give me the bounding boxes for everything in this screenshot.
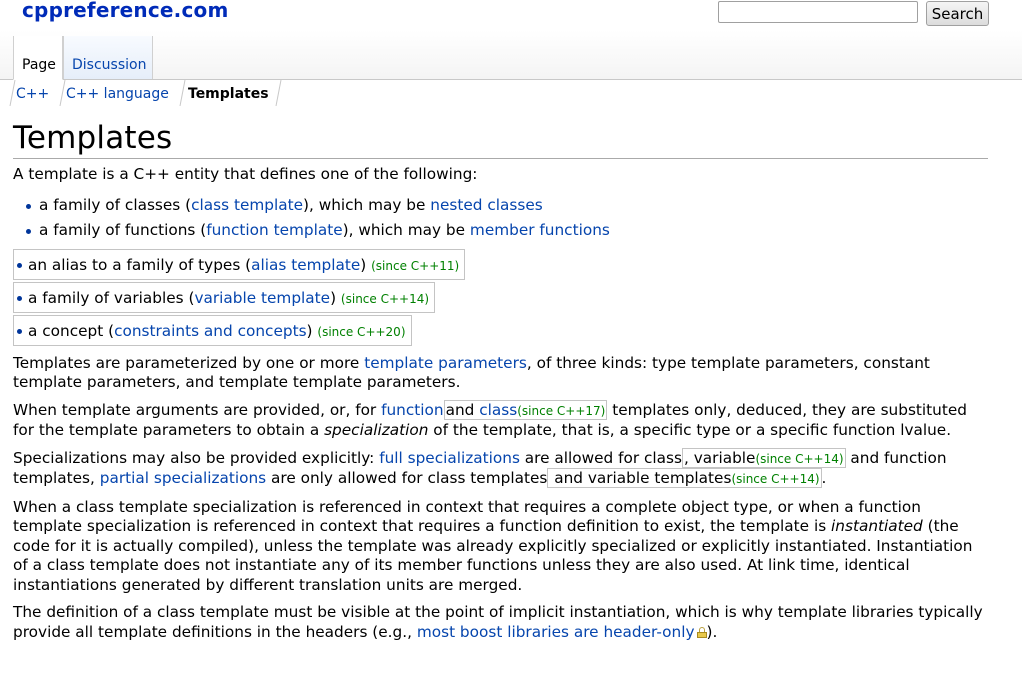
paragraph-text: , of three kinds: type template parameters, constant template parameters, and template template parameters. [13,353,930,391]
since-badge: (since C++14) [755,451,844,466]
list-item [25,218,988,243]
link-partial-specializations[interactable]: partial specializations [99,469,267,487]
link-constraints-and-concepts[interactable]: constraints and concepts [114,321,307,340]
site-header [0,0,1022,30]
list-text: a concept ( [28,321,115,340]
paragraph-text: Specializations may also be provided explicitly: [13,448,380,467]
link-full-specializations[interactable]: full specializations [379,448,520,467]
paragraph-specialization [13,401,988,441]
paragraph-instantiation [13,498,988,596]
site-logo[interactable]: cppreference.com [22,0,229,22]
bullet-icon [17,296,22,301]
list-text: ) [306,321,313,340]
breadcrumb-separator-icon [178,80,186,106]
list-text: ) [360,255,367,274]
list-text: a family of classes ( [39,195,192,214]
emphasis-instantiated: instantiated [831,517,923,535]
bullet-icon [17,263,22,268]
paragraph-text: and function templates, [13,448,947,487]
list-item [25,193,988,218]
list-text: a family of variables ( [28,288,195,307]
link-class[interactable]: class [479,400,518,419]
link-boost-header-only[interactable]: most boost libraries are header-only [416,622,695,641]
link-nested-classes[interactable]: nested classes [430,195,543,214]
paragraph-text: are allowed for class [519,448,682,467]
bullet-icon [17,329,22,334]
breadcrumb-cpp[interactable]: C++ [16,86,50,102]
link-member-functions[interactable]: member functions [469,220,610,239]
paragraph-text: When a class template specialization is referenced in context that requires a complete object type, or when a function template specialization is referenced in context that requires a function definition to exist, the template is [13,497,921,535]
emphasis-specialization: specialization [324,421,429,439]
list-text: ), which may be [342,220,470,239]
paragraph-text: ). [706,622,718,641]
paragraph-text: of the template, that is, a specific type or a specific function lvalue. [428,421,952,439]
paragraph-text: . [821,469,827,487]
versioned-list-item [13,315,412,346]
tab-discussion-label: Discussion [72,57,147,73]
tab-page[interactable] [13,36,63,80]
breadcrumb-separator-icon [58,80,66,106]
link-variable-template[interactable]: variable template [194,288,331,307]
tab-page-label: Page [22,57,56,73]
versioned-list [13,247,988,346]
paragraph-definition [13,603,988,642]
list-text: ) [330,288,337,307]
bullet-icon [26,204,31,209]
search-button[interactable]: Search [926,1,989,26]
paragraph-explicit-specializations [13,449,988,490]
breadcrumb-separator-icon [274,80,282,106]
page-tabs [0,30,1022,80]
versioned-inline [444,400,608,420]
paragraph-text: Templates are parameterized by one or more [13,353,365,372]
paragraph-text: templates only, deduced, they are substituted for the template parameters to obtain a [13,400,967,439]
paragraph-text: and variable templates [549,469,732,487]
bullet-icon [26,229,31,234]
breadcrumb-current: Templates [188,86,269,102]
list-text: a family of functions ( [39,220,207,239]
versioned-list-item [13,249,465,280]
main-content [13,108,988,642]
intro-paragraph: A template is a C++ entity that defines one of the following: [13,165,478,183]
link-function-template[interactable]: function template [206,220,343,239]
link-class-template[interactable]: class template [191,195,303,214]
since-badge: (since C++20) [317,324,406,339]
paragraph-text: , variable [684,448,756,467]
breadcrumb-separator-icon [8,80,16,106]
tab-discussion[interactable] [63,36,153,79]
since-badge: (since C++14) [340,291,430,306]
paragraph-text: When template arguments are provided, or, for [13,400,382,419]
breadcrumb-cpp-language[interactable]: C++ language [66,86,169,102]
link-function[interactable]: function [381,400,444,419]
external-lock-icon [697,627,707,638]
versioned-inline [682,448,846,468]
search-input[interactable] [718,1,918,23]
entity-list [13,193,988,243]
list-text: ), which may be [303,195,431,214]
since-badge: (since C++17) [517,403,606,418]
versioned-inline [547,468,821,488]
versioned-list-item [13,282,435,313]
paragraph-text: The definition of a class template must be visible at the point of implicit instantiation, which is why template libraries typically provide all template definitions in the headers (e.g., [13,603,983,641]
link-template-parameters[interactable]: template parameters [364,353,527,372]
list-text: an alias to a family of types ( [28,255,252,274]
paragraph-text: (the code for it is actually compiled), unless the template was already explicitly specialized or explicitly instantiated. Instantiation of a class template does not instantiate any of its member functions unless they are also used. At link time, identical instantiations generated by different translation units are merged. [13,517,973,594]
link-alias-template[interactable]: alias template [251,255,361,274]
since-badge: (since C++11) [371,258,460,273]
paragraph-text: and [445,400,480,419]
paragraph-parameters [13,354,988,393]
page-title: Templates [13,108,988,159]
paragraph-text: are only allowed for class templates [266,469,548,487]
since-badge: (since C++14) [731,472,820,486]
